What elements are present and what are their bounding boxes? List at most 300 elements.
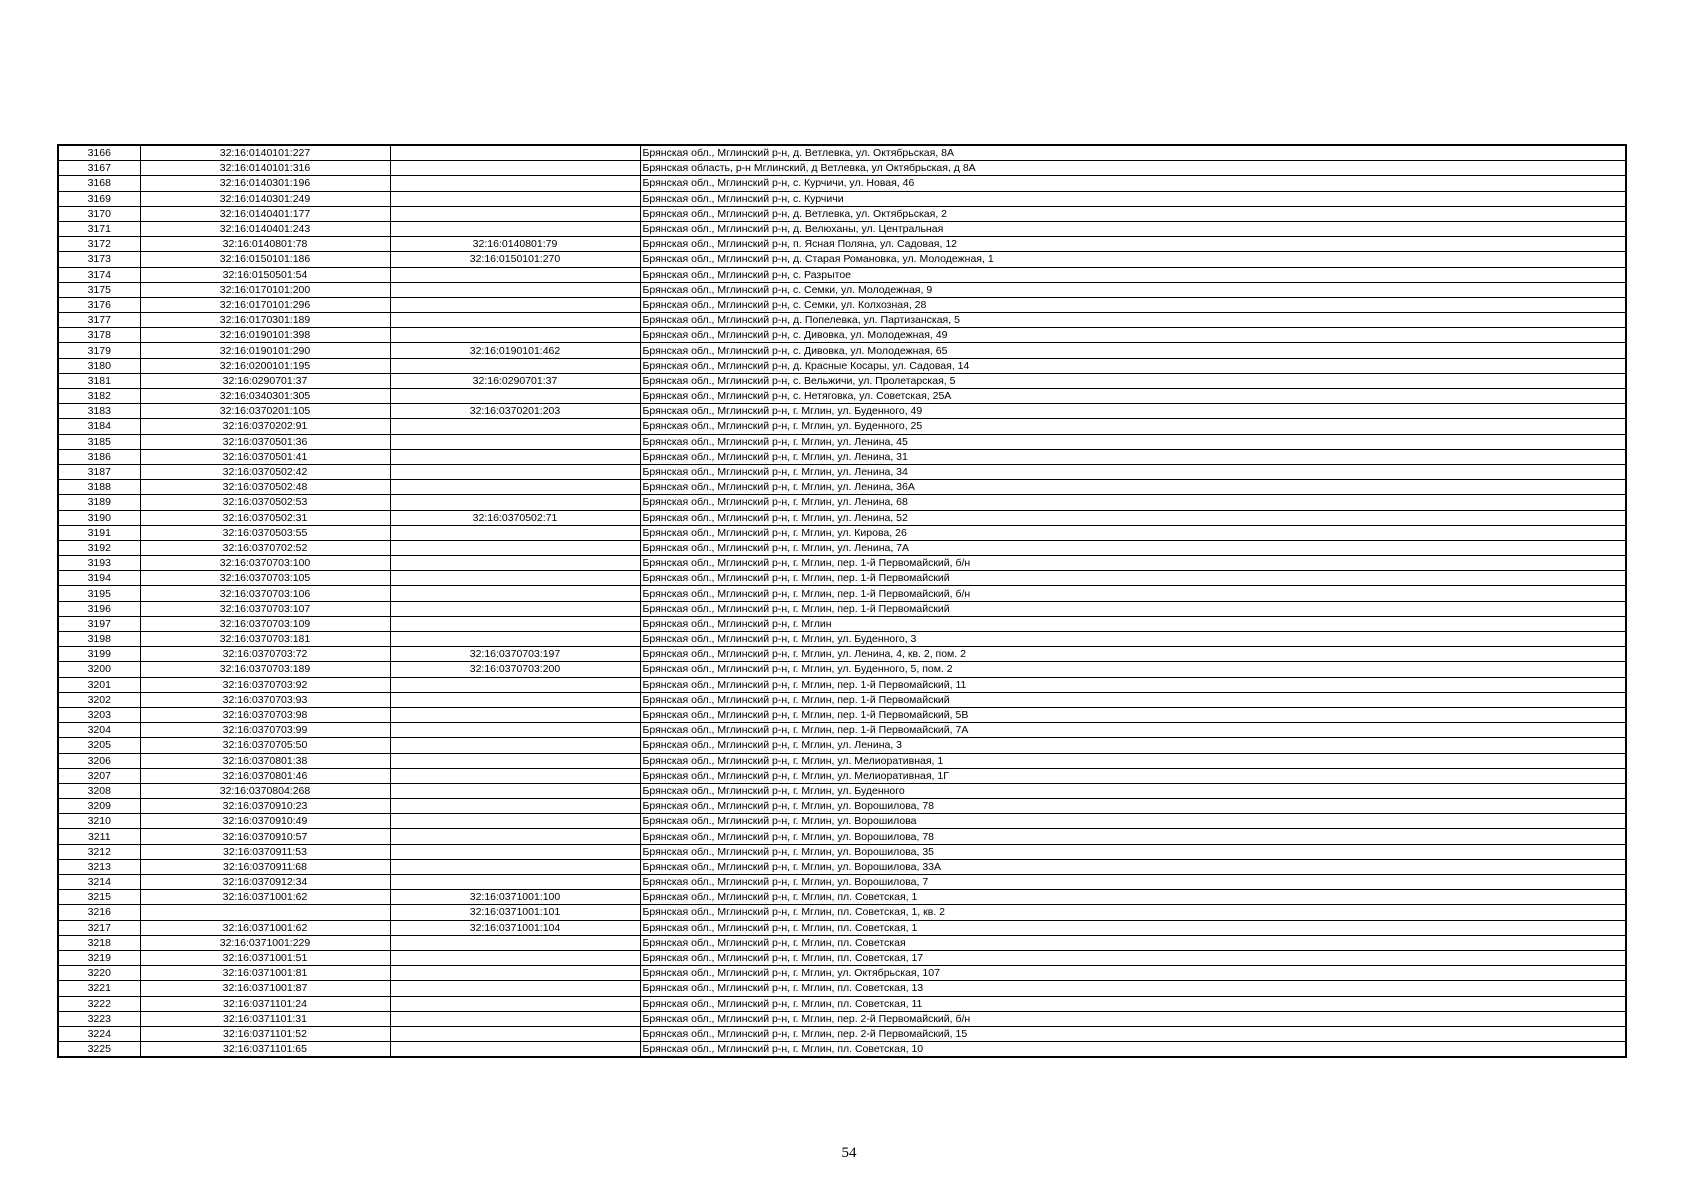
linked-cadastral-number-cell [390,1011,640,1026]
cadastral-number-cell: 32:16:0371001:62 [140,890,390,905]
address-cell: Брянская обл., Мглинский р-н, г. Мглин, ул. Буденного, 25 [640,419,1626,434]
table-row [58,662,1626,677]
cadastral-number-cell: 32:16:0371001:229 [140,935,390,950]
linked-cadastral-number-cell: 32:16:0290701:37 [390,373,640,388]
table-row [58,495,1626,510]
row-number-cell: 3212 [58,844,140,859]
address-cell: Брянская обл., Мглинский р-н, г. Мглин, пер. 1-й Первомайский, 5В [640,707,1626,722]
table-row [58,404,1626,419]
table-row [58,616,1626,631]
address-cell: Брянская обл., Мглинский р-н, г. Мглин, ул. Ленина, 4, кв. 2, пом. 2 [640,647,1626,662]
address-cell: Брянская обл., Мглинский р-н, г. Мглин, пер. 1-й Первомайский, б/н [640,556,1626,571]
table-row [58,434,1626,449]
table-row [58,145,1626,161]
table-row [58,373,1626,388]
table-row [58,875,1626,890]
linked-cadastral-number-cell: 32:16:0371001:100 [390,890,640,905]
linked-cadastral-number-cell: 32:16:0371001:101 [390,905,640,920]
table-row [58,632,1626,647]
address-cell: Брянская обл., Мглинский р-н, д. Ветлевка, ул. Октябрьская, 8А [640,145,1626,161]
table-row [58,829,1626,844]
cadastral-number-cell: 32:16:0370703:106 [140,586,390,601]
row-number-cell: 3177 [58,313,140,328]
address-cell: Брянская обл., Мглинский р-н, г. Мглин, ул. Мелиоративная, 1 [640,753,1626,768]
address-cell: Брянская обл., Мглинский р-н, г. Мглин, ул. Ворошилова, 33А [640,859,1626,874]
table-row [58,586,1626,601]
address-cell: Брянская обл., Мглинский р-н, г. Мглин, пер. 2-й Первомайский, б/н [640,1011,1626,1026]
address-cell: Брянская обл., Мглинский р-н, г. Мглин [640,616,1626,631]
cadastral-number-cell: 32:16:0170101:200 [140,282,390,297]
cadastral-number-cell: 32:16:0190101:398 [140,328,390,343]
table-row [58,571,1626,586]
table-row [58,525,1626,540]
address-cell: Брянская обл., Мглинский р-н, г. Мглин, ул. Кирова, 26 [640,525,1626,540]
table-row [58,753,1626,768]
cadastral-number-cell: 32:16:0371001:51 [140,950,390,965]
cadastral-number-cell: 32:16:0370503:55 [140,525,390,540]
table-row [58,677,1626,692]
address-cell: Брянская обл., Мглинский р-н, с. Вельжичи, ул. Пролетарская, 5 [640,373,1626,388]
row-number-cell: 3205 [58,738,140,753]
linked-cadastral-number-cell [390,525,640,540]
row-number-cell: 3188 [58,480,140,495]
linked-cadastral-number-cell [390,753,640,768]
address-cell: Брянская обл., Мглинский р-н, г. Мглин, ул. Ленина, 31 [640,449,1626,464]
address-cell: Брянская обл., Мглинский р-н, г. Мглин, ул. Ворошилова, 7 [640,875,1626,890]
table-row [58,237,1626,252]
row-number-cell: 3206 [58,753,140,768]
row-number-cell: 3174 [58,267,140,282]
cadastral-number-cell: 32:16:0371001:87 [140,981,390,996]
cadastral-number-cell: 32:16:0370703:98 [140,707,390,722]
table-row [58,844,1626,859]
cadastral-number-cell: 32:16:0370911:53 [140,844,390,859]
cadastral-number-cell: 32:16:0190101:290 [140,343,390,358]
linked-cadastral-number-cell: 32:16:0370201:203 [390,404,640,419]
linked-cadastral-number-cell [390,358,640,373]
table-row [58,176,1626,191]
table-row [58,647,1626,662]
row-number-cell: 3191 [58,525,140,540]
address-cell: Брянская обл., Мглинский р-н, г. Мглин, ул. Ленина, 7А [640,540,1626,555]
linked-cadastral-number-cell [390,282,640,297]
table-row [58,738,1626,753]
address-cell: Брянская обл., Мглинский р-н, д. Красные Косары, ул. Садовая, 14 [640,358,1626,373]
row-number-cell: 3171 [58,221,140,236]
linked-cadastral-number-cell [390,145,640,161]
table-row [58,723,1626,738]
cadastral-number-cell: 32:16:0370501:36 [140,434,390,449]
linked-cadastral-number-cell [390,267,640,282]
address-cell: Брянская обл., Мглинский р-н, д. Ветлевка, ул. Октябрьская, 2 [640,206,1626,221]
cadastral-number-cell: 32:16:0170301:189 [140,313,390,328]
cadastral-number-cell: 32:16:0370703:100 [140,556,390,571]
address-cell: Брянская обл., Мглинский р-н, д. Велюханы, ул. Центральная [640,221,1626,236]
table-row [58,556,1626,571]
linked-cadastral-number-cell [390,632,640,647]
linked-cadastral-number-cell [390,206,640,221]
linked-cadastral-number-cell: 32:16:0371001:104 [390,920,640,935]
cadastral-number-cell: 32:16:0140401:243 [140,221,390,236]
row-number-cell: 3211 [58,829,140,844]
address-cell: Брянская обл., Мглинский р-н, г. Мглин, ул. Буденного, 3 [640,632,1626,647]
cadastral-number-cell: 32:16:0370502:53 [140,495,390,510]
cadastral-number-cell: 32:16:0290701:37 [140,373,390,388]
address-cell: Брянская обл., Мглинский р-н, г. Мглин, пл. Советская, 10 [640,1042,1626,1058]
cadastral-number-cell: 32:16:0370703:92 [140,677,390,692]
cadastral-number-cell: 32:16:0370910:57 [140,829,390,844]
linked-cadastral-number-cell [390,768,640,783]
row-number-cell: 3204 [58,723,140,738]
cadastral-number-cell: 32:16:0370201:105 [140,404,390,419]
linked-cadastral-number-cell: 32:16:0150101:270 [390,252,640,267]
table-row [58,191,1626,206]
table-row [58,950,1626,965]
row-number-cell: 3182 [58,389,140,404]
table-row [58,799,1626,814]
row-number-cell: 3167 [58,161,140,176]
row-number-cell: 3181 [58,373,140,388]
linked-cadastral-number-cell [390,950,640,965]
cadastral-number-cell: 32:16:0140301:249 [140,191,390,206]
cadastral-number-cell: 32:16:0370912:34 [140,875,390,890]
row-number-cell: 3195 [58,586,140,601]
linked-cadastral-number-cell [390,586,640,601]
linked-cadastral-number-cell [390,616,640,631]
cadastral-number-cell: 32:16:0170101:296 [140,297,390,312]
table-row [58,252,1626,267]
address-cell: Брянская обл., Мглинский р-н, с. Нетяговка, ул. Советская, 25А [640,389,1626,404]
cadastral-number-cell: 32:16:0371101:24 [140,996,390,1011]
linked-cadastral-number-cell [390,677,640,692]
address-cell: Брянская обл., Мглинский р-н, г. Мглин, пер. 1-й Первомайский, б/н [640,586,1626,601]
row-number-cell: 3213 [58,859,140,874]
row-number-cell: 3203 [58,707,140,722]
address-cell: Брянская обл., Мглинский р-н, г. Мглин, ул. Ворошилова, 78 [640,799,1626,814]
linked-cadastral-number-cell [390,844,640,859]
table-row [58,419,1626,434]
cadastral-number-cell: 32:16:0371101:65 [140,1042,390,1058]
row-number-cell: 3180 [58,358,140,373]
cadastral-number-cell: 32:16:0140101:316 [140,161,390,176]
row-number-cell: 3175 [58,282,140,297]
linked-cadastral-number-cell [390,191,640,206]
table-body [58,145,1626,1057]
linked-cadastral-number-cell: 32:16:0370703:200 [390,662,640,677]
table-row [58,1011,1626,1026]
row-number-cell: 3193 [58,556,140,571]
table-row [58,510,1626,525]
cadastral-number-cell: 32:16:0370702:52 [140,540,390,555]
table-row [58,814,1626,829]
address-cell: Брянская обл., Мглинский р-н, п. Ясная Поляна, ул. Садовая, 12 [640,237,1626,252]
table-row [58,692,1626,707]
cadastral-number-cell: 32:16:0200101:195 [140,358,390,373]
address-cell: Брянская обл., Мглинский р-н, с. Курчичи, ул. Новая, 46 [640,176,1626,191]
cadastral-number-cell: 32:16:0370703:181 [140,632,390,647]
cadastral-number-cell: 32:16:0340301:305 [140,389,390,404]
row-number-cell: 3200 [58,662,140,677]
cadastral-number-cell: 32:16:0370703:93 [140,692,390,707]
cadastral-number-cell [140,905,390,920]
row-number-cell: 3219 [58,950,140,965]
row-number-cell: 3218 [58,935,140,950]
row-number-cell: 3173 [58,252,140,267]
cadastral-number-cell: 32:16:0140401:177 [140,206,390,221]
address-cell: Брянская обл., Мглинский р-н, г. Мглин, ул. Ленина, 45 [640,434,1626,449]
table-row [58,313,1626,328]
linked-cadastral-number-cell [390,1042,640,1058]
cadastral-number-cell: 32:16:0370501:41 [140,449,390,464]
row-number-cell: 3217 [58,920,140,935]
cadastral-number-cell: 32:16:0370801:38 [140,753,390,768]
row-number-cell: 3201 [58,677,140,692]
table-row [58,783,1626,798]
cadastral-number-cell: 32:16:0370801:46 [140,768,390,783]
row-number-cell: 3187 [58,464,140,479]
cadastral-number-cell: 32:16:0370910:23 [140,799,390,814]
linked-cadastral-number-cell [390,176,640,191]
address-cell: Брянская обл., Мглинский р-н, г. Мглин, ул. Ленина, 3 [640,738,1626,753]
cadastral-number-cell: 32:16:0370703:99 [140,723,390,738]
linked-cadastral-number-cell [390,221,640,236]
property-register-table [57,144,1627,1058]
address-cell: Брянская обл., Мглинский р-н, с. Дивовка, ул. Молодежная, 65 [640,343,1626,358]
linked-cadastral-number-cell [390,738,640,753]
cadastral-number-cell: 32:16:0370703:107 [140,601,390,616]
address-cell: Брянская обл., Мглинский р-н, г. Мглин, пер. 1-й Первомайский [640,601,1626,616]
address-cell: Брянская обл., Мглинский р-н, с. Семки, ул. Молодежная, 9 [640,282,1626,297]
linked-cadastral-number-cell [390,434,640,449]
address-cell: Брянская обл., Мглинский р-н, д. Старая Романовка, ул. Молодежная, 1 [640,252,1626,267]
table-row [58,206,1626,221]
cadastral-number-cell: 32:16:0370703:109 [140,616,390,631]
row-number-cell: 3221 [58,981,140,996]
cadastral-number-cell: 32:16:0370705:50 [140,738,390,753]
address-cell: Брянская обл., Мглинский р-н, г. Мглин, ул. Ленина, 68 [640,495,1626,510]
address-cell: Брянская обл., Мглинский р-н, г. Мглин, пер. 2-й Первомайский, 15 [640,1026,1626,1041]
linked-cadastral-number-cell: 32:16:0370703:197 [390,647,640,662]
row-number-cell: 3224 [58,1026,140,1041]
cadastral-number-cell: 32:16:0140101:227 [140,145,390,161]
linked-cadastral-number-cell [390,829,640,844]
cadastral-number-cell: 32:16:0370804:268 [140,783,390,798]
cadastral-number-cell: 32:16:0140801:78 [140,237,390,252]
address-cell: Брянская обл., Мглинский р-н, г. Мглин, ул. Ворошилова, 35 [640,844,1626,859]
cadastral-number-cell: 32:16:0370502:42 [140,464,390,479]
linked-cadastral-number-cell [390,297,640,312]
address-cell: Брянская обл., Мглинский р-н, г. Мглин, пер. 1-й Первомайский [640,571,1626,586]
table-row [58,1042,1626,1058]
linked-cadastral-number-cell [390,1026,640,1041]
table-row [58,981,1626,996]
linked-cadastral-number-cell [390,480,640,495]
cadastral-number-cell: 32:16:0370911:68 [140,859,390,874]
table-row [58,464,1626,479]
row-number-cell: 3215 [58,890,140,905]
address-cell: Брянская обл., Мглинский р-н, г. Мглин, ул. Буденного, 5, пом. 2 [640,662,1626,677]
address-cell: Брянская обл., Мглинский р-н, г. Мглин, пл. Советская, 17 [640,950,1626,965]
cadastral-number-cell: 32:16:0371101:52 [140,1026,390,1041]
table-row [58,935,1626,950]
linked-cadastral-number-cell [390,783,640,798]
linked-cadastral-number-cell [390,966,640,981]
cadastral-number-cell: 32:16:0140301:196 [140,176,390,191]
cadastral-number-cell: 32:16:0370703:105 [140,571,390,586]
row-number-cell: 3170 [58,206,140,221]
row-number-cell: 3214 [58,875,140,890]
linked-cadastral-number-cell [390,419,640,434]
row-number-cell: 3223 [58,1011,140,1026]
linked-cadastral-number-cell [390,692,640,707]
table-row [58,996,1626,1011]
table-row [58,449,1626,464]
address-cell: Брянская обл., Мглинский р-н, с. Семки, ул. Колхозная, 28 [640,297,1626,312]
linked-cadastral-number-cell [390,161,640,176]
table-row [58,267,1626,282]
address-cell: Брянская обл., Мглинский р-н, г. Мглин, пл. Советская, 13 [640,981,1626,996]
linked-cadastral-number-cell [390,935,640,950]
linked-cadastral-number-cell [390,571,640,586]
address-cell: Брянская обл., Мглинский р-н, г. Мглин, ул. Буденного, 49 [640,404,1626,419]
address-cell: Брянская обл., Мглинский р-н, с. Дивовка, ул. Молодежная, 49 [640,328,1626,343]
table-row [58,328,1626,343]
address-cell: Брянская обл., Мглинский р-н, г. Мглин, ул. Ворошилова, 78 [640,829,1626,844]
cadastral-number-cell: 32:16:0370703:72 [140,647,390,662]
table-row [58,343,1626,358]
address-cell: Брянская обл., Мглинский р-н, г. Мглин, пер. 1-й Первомайский [640,692,1626,707]
row-number-cell: 3222 [58,996,140,1011]
cadastral-number-cell: 32:16:0370202:91 [140,419,390,434]
table-row [58,221,1626,236]
linked-cadastral-number-cell [390,495,640,510]
cadastral-number-cell: 32:16:0370910:49 [140,814,390,829]
address-cell: Брянская обл., Мглинский р-н, г. Мглин, пл. Советская, 1 [640,890,1626,905]
row-number-cell: 3168 [58,176,140,191]
address-cell: Брянская обл., Мглинский р-н, г. Мглин, пер. 1-й Первомайский, 11 [640,677,1626,692]
row-number-cell: 3178 [58,328,140,343]
address-cell: Брянская обл., Мглинский р-н, г. Мглин, ул. Октябрьская, 107 [640,966,1626,981]
table-row [58,480,1626,495]
row-number-cell: 3184 [58,419,140,434]
row-number-cell: 3196 [58,601,140,616]
cadastral-number-cell: 32:16:0370703:189 [140,662,390,677]
row-number-cell: 3169 [58,191,140,206]
linked-cadastral-number-cell: 32:16:0370502:71 [390,510,640,525]
row-number-cell: 3207 [58,768,140,783]
row-number-cell: 3220 [58,966,140,981]
row-number-cell: 3190 [58,510,140,525]
address-cell: Брянская обл., Мглинский р-н, г. Мглин, ул. Ворошилова [640,814,1626,829]
address-cell: Брянская обл., Мглинский р-н, с. Разрытое [640,267,1626,282]
address-cell: Брянская обл., Мглинский р-н, г. Мглин, пер. 1-й Первомайский, 7А [640,723,1626,738]
address-cell: Брянская область, р-н Мглинский, д Ветлевка, ул Октябрьская, д 8А [640,161,1626,176]
row-number-cell: 3197 [58,616,140,631]
linked-cadastral-number-cell [390,723,640,738]
row-number-cell: 3198 [58,632,140,647]
linked-cadastral-number-cell [390,875,640,890]
row-number-cell: 3179 [58,343,140,358]
row-number-cell: 3199 [58,647,140,662]
address-cell: Брянская обл., Мглинский р-н, д. Попелевка, ул. Партизанская, 5 [640,313,1626,328]
table-row [58,540,1626,555]
linked-cadastral-number-cell [390,601,640,616]
row-number-cell: 3210 [58,814,140,829]
table-row [58,905,1626,920]
table-row [58,920,1626,935]
page-number: 54 [841,1145,857,1161]
table-row [58,890,1626,905]
cadastral-number-cell: 32:16:0371001:62 [140,920,390,935]
address-cell: Брянская обл., Мглинский р-н, г. Мглин, ул. Ленина, 52 [640,510,1626,525]
row-number-cell: 3186 [58,449,140,464]
cadastral-number-cell: 32:16:0370502:48 [140,480,390,495]
linked-cadastral-number-cell [390,859,640,874]
row-number-cell: 3194 [58,571,140,586]
row-number-cell: 3209 [58,799,140,814]
address-cell: Брянская обл., Мглинский р-н, г. Мглин, пл. Советская, 1, кв. 2 [640,905,1626,920]
table-row [58,358,1626,373]
cadastral-number-cell: 32:16:0371001:81 [140,966,390,981]
row-number-cell: 3192 [58,540,140,555]
address-cell: Брянская обл., Мглинский р-н, г. Мглин, пл. Советская [640,935,1626,950]
address-cell: Брянская обл., Мглинский р-н, г. Мглин, ул. Ленина, 36А [640,480,1626,495]
linked-cadastral-number-cell [390,814,640,829]
address-cell: Брянская обл., Мглинский р-н, г. Мглин, пл. Советская, 1 [640,920,1626,935]
address-cell: Брянская обл., Мглинский р-н, г. Мглин, ул. Ленина, 34 [640,464,1626,479]
linked-cadastral-number-cell [390,981,640,996]
table-row [58,297,1626,312]
linked-cadastral-number-cell: 32:16:0190101:462 [390,343,640,358]
address-cell: Брянская обл., Мглинский р-н, г. Мглин, ул. Мелиоративная, 1Г [640,768,1626,783]
row-number-cell: 3225 [58,1042,140,1058]
row-number-cell: 3216 [58,905,140,920]
table-row [58,966,1626,981]
linked-cadastral-number-cell [390,313,640,328]
table-row [58,859,1626,874]
linked-cadastral-number-cell [390,464,640,479]
table-row [58,1026,1626,1041]
table-row [58,389,1626,404]
cadastral-number-cell: 32:16:0370502:31 [140,510,390,525]
row-number-cell: 3166 [58,145,140,161]
cadastral-number-cell: 32:16:0150501:54 [140,267,390,282]
row-number-cell: 3172 [58,237,140,252]
table-row [58,768,1626,783]
row-number-cell: 3202 [58,692,140,707]
linked-cadastral-number-cell: 32:16:0140801:79 [390,237,640,252]
row-number-cell: 3183 [58,404,140,419]
cadastral-number-cell: 32:16:0371101:31 [140,1011,390,1026]
linked-cadastral-number-cell [390,540,640,555]
row-number-cell: 3176 [58,297,140,312]
linked-cadastral-number-cell [390,996,640,1011]
linked-cadastral-number-cell [390,449,640,464]
address-cell: Брянская обл., Мглинский р-н, г. Мглин, ул. Буденного [640,783,1626,798]
linked-cadastral-number-cell [390,389,640,404]
table-row [58,161,1626,176]
table-row [58,707,1626,722]
linked-cadastral-number-cell [390,799,640,814]
row-number-cell: 3208 [58,783,140,798]
linked-cadastral-number-cell [390,556,640,571]
linked-cadastral-number-cell [390,707,640,722]
linked-cadastral-number-cell [390,328,640,343]
table-row [58,282,1626,297]
cadastral-number-cell: 32:16:0150101:186 [140,252,390,267]
address-cell: Брянская обл., Мглинский р-н, с. Курчичи [640,191,1626,206]
table-row [58,601,1626,616]
